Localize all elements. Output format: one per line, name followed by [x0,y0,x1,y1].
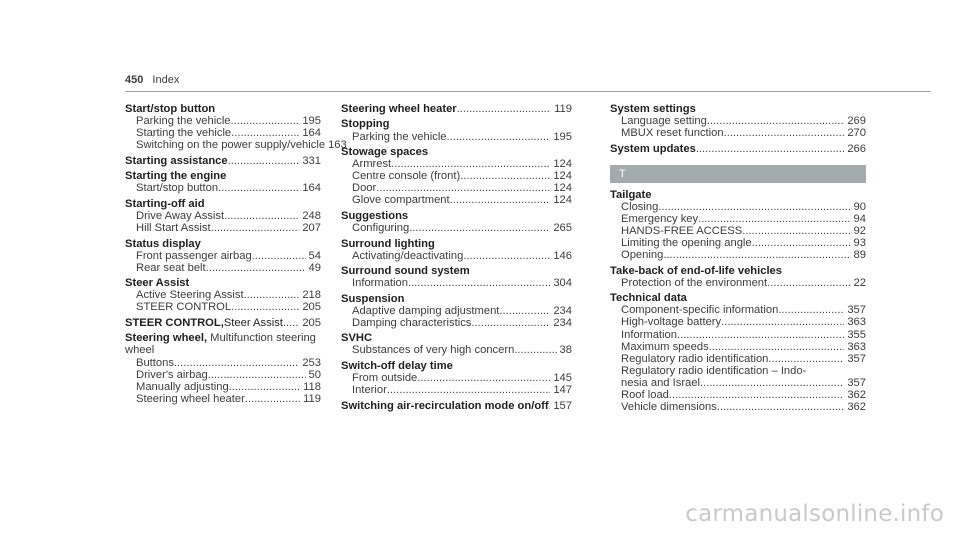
leader-dots [224,210,299,222]
index-link[interactable] [125,210,321,222]
entry-subterm: Interior [352,384,387,397]
leader-dots [700,377,844,389]
index-link[interactable] [125,301,321,313]
index-entry [610,189,866,262]
watermark: carmanualsonline.info [685,501,944,527]
index-column-3 [610,103,866,417]
index-column-2 [341,103,572,415]
entry-term [341,360,572,372]
leader-dots [417,372,550,384]
entry-subterm: Emergency key [621,212,699,225]
index-link[interactable] [125,127,321,139]
index-link[interactable] [341,277,572,289]
leader-dots [231,115,300,127]
leader-dots [409,222,550,234]
entry-subterm: Starting the vehicle [136,127,232,140]
entry-term-text: SVHC [341,332,373,345]
index-link[interactable] [610,249,866,261]
index-link[interactable] [341,182,572,194]
entry-term-text: System settings [610,103,696,115]
entry-subterm: Buttons [136,356,174,369]
leader-dots [499,305,550,317]
entry-subterm: Activating/deactivating [352,249,464,262]
index-link[interactable] [341,131,572,143]
index-link[interactable] [341,158,572,170]
entry-term [125,103,321,115]
page-ref: 270 [847,127,866,140]
entry-term [610,265,866,277]
leader-dots [229,381,300,393]
entry-term [125,332,321,344]
entry-term [610,103,866,115]
entry-subterm: Glove compartment [352,194,450,207]
leader-dots [669,389,844,401]
page-ref: 163 [328,139,347,152]
page-ref: 124 [553,182,572,195]
leader-dots [231,301,299,313]
index-link[interactable] [125,393,321,405]
index-link[interactable] [610,377,866,389]
entry-term [610,189,866,201]
leader-dots [709,341,845,353]
entry-term [125,170,321,182]
index-link[interactable] [610,341,866,353]
index-entry [341,210,572,234]
index-link[interactable] [125,222,321,234]
index-link[interactable] [125,289,321,301]
entry-subterm: Rear seat belt [136,261,206,274]
leader-dots [408,277,550,289]
index-link[interactable] [125,182,321,194]
entry-subterm: Front passenger airbag [136,249,252,262]
leader-dots [721,316,844,328]
index-link[interactable] [610,225,866,237]
leader-dots [767,277,850,289]
leader-dots [228,155,300,167]
index-entry [341,146,572,206]
entry-term-text: Steering wheel, [125,332,208,345]
leader-dots [218,182,299,194]
page-ref: 124 [553,158,572,171]
leader-dots [677,329,844,341]
index-link[interactable] [610,213,866,225]
leader-dots [244,289,300,301]
entry-term [125,238,321,250]
page-ref: 93 [853,237,866,250]
page-ref: 355 [847,328,866,341]
page-ref: 49 [308,261,321,274]
leader-dots [514,344,556,356]
page-ref: 146 [553,249,572,262]
entry-subterm: Driver's airbag [136,368,208,381]
page-ref: 92 [853,225,866,238]
index-entry [125,170,321,194]
entry-term-text: Suspension [341,292,405,305]
index-entry [125,332,321,405]
entry-term-text: Steer Assist [125,277,190,290]
leader-dots [707,115,844,127]
entry-term-text: Stowage spaces [341,146,429,159]
index-link[interactable] [341,317,572,329]
leader-dots [252,250,306,262]
page-ref: 357 [847,376,866,389]
index-link[interactable] [341,400,572,412]
entry-term [341,146,572,158]
entry-subterm: HANDS-FREE ACCESS [621,225,743,238]
page-ref: 147 [553,384,572,397]
index-link[interactable] [610,316,866,328]
index-entry [125,238,321,274]
page-ref: 207 [302,222,321,235]
page-ref: 205 [302,301,321,314]
entry-subterm: Steer Assist [223,316,283,329]
entry-term: System updates [610,142,696,155]
letter-divider: T [610,165,866,183]
leader-dots [696,143,845,155]
index-link[interactable] [125,357,321,369]
leader-dots [463,250,550,262]
index-link[interactable] [610,277,866,289]
index-link[interactable] [341,194,572,206]
entry-subterm: Adaptive damping adjustment [352,304,500,317]
page-ref: 118 [303,380,321,393]
index-entry [125,103,347,152]
index-link[interactable] [341,305,572,317]
index-link[interactable] [610,329,866,341]
index-entry [341,265,572,289]
entry-subterm: From outside [352,372,418,384]
index-link[interactable] [125,262,321,274]
leader-dots [447,131,551,143]
index-entry [341,400,572,412]
entry-subterm: Switching on the power supply/vehicle [136,139,326,152]
entry-term-text: Surround sound system [341,265,470,278]
entry-term [341,293,572,305]
index-entry [610,103,866,139]
leader-dots [698,213,850,225]
index-link[interactable] [341,222,572,234]
entry-subterm: Start/stop button [136,182,219,195]
index-link[interactable] [610,127,866,139]
page-ref: 218 [302,289,321,302]
leader-dots [471,317,550,329]
page-ref: 248 [302,209,321,222]
index-entry [125,155,321,167]
index-entry [341,103,572,115]
leader-dots [778,304,844,316]
index-link[interactable] [341,372,572,384]
entry-term [125,198,321,210]
page-ref: 234 [553,304,572,317]
leader-dots [387,384,551,396]
leader-dots [742,225,850,237]
entry-subterm: Protection of the environment [621,276,768,289]
entry-term-text: Stopping [341,118,390,131]
entry-subterm: Hill Start Assist [136,222,211,235]
leader-dots [206,262,306,274]
page-ref: 304 [553,277,572,290]
index-entry [341,118,572,142]
index-link[interactable] [125,139,347,152]
leader-dots [208,369,306,381]
index-link[interactable] [341,103,572,115]
index-entry [610,143,866,155]
entry-term-text: Take-back of end-of-life vehicles [610,264,783,277]
leader-dots [211,222,300,234]
page-ref: 89 [853,249,866,262]
leader-dots [245,393,300,405]
index-sub-entry: Regulatory radio identification – Indo- [621,364,807,377]
page-ref: 50 [308,368,321,381]
page-ref: 195 [302,115,321,128]
index-link[interactable] [610,115,866,127]
index-entry [125,317,321,329]
leader-dots [658,201,850,213]
entry-term [341,118,572,130]
entry-subterm: Manually adjusting [136,380,229,393]
entry-subterm: Closing [621,200,659,213]
index-entry [125,198,321,234]
page-ref: 357 [847,352,866,365]
page-ref: 164 [302,182,321,195]
leader-dots [450,194,551,206]
page-ref: 119 [554,103,572,115]
page-number: 450 [125,74,144,86]
leader-dots [457,103,552,115]
index-link[interactable] [341,384,572,396]
page-ref: 331 [302,154,321,167]
page-ref: 38 [559,344,572,357]
page-header [125,74,179,86]
entry-subterm: Configuring [352,222,410,235]
page-ref: 94 [853,212,866,225]
index-link[interactable] [610,353,866,365]
entry-term-tail: Multifunction steering [207,332,316,345]
entry-subterm: Opening [621,249,664,262]
entry-term-continued: wheel [125,344,155,357]
page-ref: 357 [847,304,866,317]
page-ref: 54 [308,249,321,262]
entry-term [341,238,572,250]
entry-subterm: Limiting the opening angle [621,237,752,250]
entry-term: Switching air-recirculation mode on/off [341,399,549,412]
entry-subterm: MBUX reset function [621,127,724,140]
index-link[interactable] [125,250,321,262]
entry-subterm: nesia and Israel [621,376,700,389]
entry-term [610,292,866,304]
entry-subterm: Regulatory radio identification [621,352,769,365]
entry-term-text: Starting-off aid [125,197,205,210]
entry-term-text: Start/stop button [125,103,216,115]
page-ref: 266 [847,142,866,155]
page-ref: 90 [853,200,866,213]
entry-subterm: Component-specific information [621,304,779,317]
entry-term [341,265,572,277]
leader-dots [752,237,851,249]
page-ref: 124 [553,170,572,183]
index-entry [341,332,572,356]
index-link[interactable] [610,401,866,413]
page-ref: 124 [553,194,572,207]
entry-term-text: Suggestions [341,209,409,222]
entry-term-text: Starting the engine [125,170,227,183]
entry-subterm: Substances of very high concern [352,344,515,357]
page-ref: 157 [553,399,572,412]
entry-subterm: Information [352,277,408,290]
page-ref: 195 [553,130,572,143]
entry-term [341,332,572,344]
page-ref: 362 [847,401,866,414]
page-ref: 269 [847,115,866,128]
index-link[interactable] [125,317,321,329]
page-ref: 22 [853,276,866,289]
entry-subterm: Vehicle dimensions [621,401,717,414]
leader-dots [460,170,550,182]
leader-dots [391,158,550,170]
page-ref: 362 [847,389,866,402]
entry-subterm: Centre console (front) [352,170,461,183]
entry-subterm: Armrest [352,158,392,171]
index-link[interactable] [341,250,572,262]
entry-subterm: Door [352,182,377,195]
index-link[interactable] [610,237,866,249]
index-link[interactable] [341,344,572,356]
entry-term: Steering wheel heater [341,103,457,115]
index-link[interactable] [125,369,321,381]
index-link[interactable] [610,201,866,213]
page-ref: 265 [553,222,572,235]
entry-term-text: Technical data [610,292,687,305]
leader-dots [283,317,299,329]
page-ref: 119 [303,392,321,405]
page-ref: 253 [302,356,321,369]
entry-subterm: High-voltage battery [621,316,722,329]
entry-term: STEER CONTROL, [125,316,224,329]
entry-subterm: STEER CONTROL [136,301,232,314]
index-entry [341,360,572,396]
index-link[interactable] [125,381,321,393]
leader-dots [376,182,550,194]
entry-subterm: Active Steering Assist [136,289,244,302]
index-entry [610,265,866,289]
entry-subterm: Drive Away Assist [136,209,225,222]
entry-term-text: Status display [125,237,201,250]
section-title: Index [152,74,180,86]
entry-term-text: Tailgate [610,188,652,201]
page-ref: 363 [847,340,866,353]
entry-subterm: Steering wheel heater [136,392,245,405]
index-column-1 [125,103,347,408]
index-link[interactable] [610,304,866,316]
index-entry [125,277,321,313]
leader-dots [724,127,845,139]
page-ref: 363 [847,316,866,329]
entry-subterm: Parking the vehicle [136,115,231,128]
header-rule [125,91,931,92]
leader-dots [768,353,844,365]
entry-subterm: Maximum speeds [621,340,709,353]
entry-term [125,277,321,289]
entry-term: Starting assistance [125,154,228,167]
index-link[interactable] [610,143,866,155]
leader-dots [231,127,299,139]
entry-subterm: Information [621,328,677,341]
page-ref: 164 [302,127,321,140]
entry-term [341,210,572,222]
page-ref: 145 [553,372,572,384]
entry-subterm: Parking the vehicle [352,130,447,143]
entry-subterm: Language setting [621,115,707,128]
leader-dots [174,357,299,369]
leader-dots [717,401,845,413]
entry-term-text: Surround lighting [341,237,435,250]
index-link[interactable] [125,115,321,127]
page-ref: 234 [553,316,572,329]
index-entry [341,238,572,262]
index-entry [341,293,572,329]
leader-dots [663,249,850,261]
index-link[interactable] [610,389,866,401]
index-link[interactable] [125,155,321,167]
entry-term-text: Switch-off delay time [341,359,453,372]
entry-subterm: Roof load [621,389,669,402]
page-ref: 205 [302,316,321,329]
index-link[interactable] [341,170,572,182]
index-entry [610,292,866,413]
entry-subterm: Damping characteristics [352,316,472,329]
